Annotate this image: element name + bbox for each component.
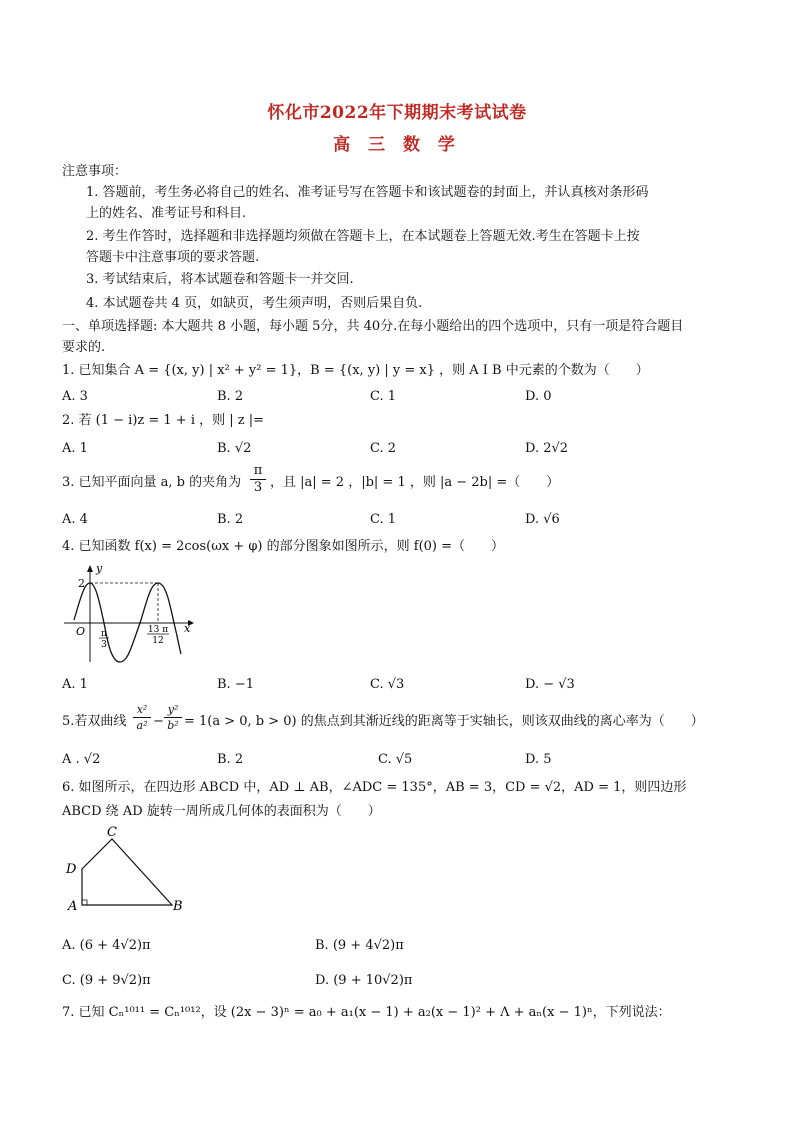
q2-option-a: A. 1 [62,441,88,456]
section-1-intro-a: 一、单项选择题: 本大题共 8 小题，每小题 5分，共 40分.在每小题给出的四个选项中，只有一项是符合题目 [62,319,684,334]
q4-y-label: y [96,562,103,575]
q5-x-den: a² [136,719,148,732]
note-4: 4. 本试题卷共 4 页，如缺页，考生须声明，否则后果自负. [86,296,423,311]
q3-stem-a: 3. 已知平面向量 a, b 的夹角为 [62,475,242,490]
q1-option-d: D. 0 [525,389,552,404]
q6-quadrilateral [82,839,172,905]
q6-option-a: A. (6 + 4√2)π [62,938,151,953]
q4-option-a: A. 1 [62,677,88,692]
q6-option-d: D. (9 + 10√2)π [315,973,413,988]
q3-frac-num: π [250,463,266,480]
q3-stem-b: ，且 |a| = 2 ，|b| = 1 ，则 |a − 2b| =（ ） [270,475,560,490]
q1-stem: 1. 已知集合 A = {(x, y) | x² + y² = 1}，B = {(x, y) | y = x} ，则 A I B 中元素的个数为（ ） [62,363,649,378]
q4-stem: 4. 已知函数 f(x) = 2cos(ωx + φ) 的部分图象如图所示，则 f(0) =（ ） [62,539,505,554]
q4-tick2-num: 13 π [147,625,169,635]
q1-option-a: A. 3 [62,389,88,404]
q4-tick2-den: 12 [152,636,164,646]
q5-option-d: D. 5 [525,752,552,767]
q4-x-label: x [184,622,191,635]
q3-frac-den: 3 [253,480,263,495]
q4-cosine-graph [60,560,200,665]
exam-subject: 高 三 数 学 [333,135,461,155]
q3-option-d: D. √6 [525,512,560,527]
q5-option-c: C. √5 [378,752,413,767]
q5-minus: − [153,714,164,729]
section-1-intro-b: 要求的. [62,340,106,355]
q5-stem-b: = 1(a > 0, b > 0) 的焦点到其渐近线的距离等于实轴长，则该双曲线的离心率为（ ） [184,714,704,729]
q5-x-fraction [133,702,151,733]
q1-option-b: B. 2 [217,389,244,404]
q5-y-den: b² [167,719,179,732]
q2-option-c: C. 2 [370,441,397,456]
q3-option-b: B. 2 [217,512,244,527]
q5-option-b: B. 2 [217,752,244,767]
q2-option-d: D. 2√2 [525,441,569,456]
q5-option-a: A . √2 [62,752,101,767]
q6-stem-b: ABCD 绕 AD 旋转一周所成几何体的表面积为（ ） [62,804,381,819]
q3-option-a: A. 4 [62,512,88,527]
q3-option-c: C. 1 [370,512,397,527]
exam-title: 怀化市2022年下期期末考试试卷 [267,103,527,123]
q4-option-b: B. −1 [217,677,254,692]
q6-option-b: B. (9 + 4√2)π [315,938,404,953]
note-3: 3. 考试结束后，将本试题卷和答题卡一并交回. [86,272,354,287]
q6-right-angle-mark [82,900,87,905]
q6-option-c: C. (9 + 9√2)π [62,973,151,988]
q4-peak-label: 2 [78,577,85,590]
note-1a: 1. 答题前，考生务必将自己的姓名、准考证号写在答题卡和该试题卷的封面上，并认真核对条形码 [86,185,649,200]
q1-option-c: C. 1 [370,389,397,404]
q2-stem: 2. 若 (1 − i)z = 1 + i ，则 | z |= [62,413,265,428]
note-1b: 上的姓名、准考证号和科目. [86,206,247,221]
q5-y-num: y² [164,702,182,718]
q5-x-num: x² [133,702,151,718]
q6-stem-a: 6. 如图所示，在四边形 ABCD 中，AD ⊥ AB，∠ADC = 135°，AB = 3，CD = √2，AD = 1，则四边形 [62,780,687,795]
notes-heading: 注意事项： [62,164,128,179]
q6-label-b: B [173,899,183,914]
q6-label-d: D [66,862,77,877]
q4-tick1-num: π [101,629,107,639]
q4-option-d: D. − √3 [525,677,575,692]
q3-angle-fraction [250,463,266,496]
note-2a: 2. 考生作答时，选择题和非选择题均须做在答题卡上，在本试题卷上答题无效.考生在答题卡上按 [86,229,640,244]
note-2b: 答题卡中注意事项的要求答题. [86,250,260,265]
q5-stem-a: 5.若双曲线 [62,714,127,729]
q5-y-fraction [164,702,182,733]
q2-option-b: B. √2 [217,441,252,456]
q6-quadrilateral-figure [60,822,200,917]
q4-option-c: C. √3 [370,677,405,692]
q4-y-arrow [87,565,93,572]
q7-stem: 7. 已知 Cₙ¹⁰¹¹ = Cₙ¹⁰¹²，设 (2x − 3)ⁿ = a₀ + a₁(x − 1) + a₂(x − 1)² + Λ + aₙ(x − 1)ⁿ，下列说法： [62,1005,671,1020]
q6-label-c: C [107,825,117,840]
q4-origin-label: O [76,625,86,638]
q6-label-a: A [68,899,78,914]
q4-tick1-den: 3 [101,640,107,650]
